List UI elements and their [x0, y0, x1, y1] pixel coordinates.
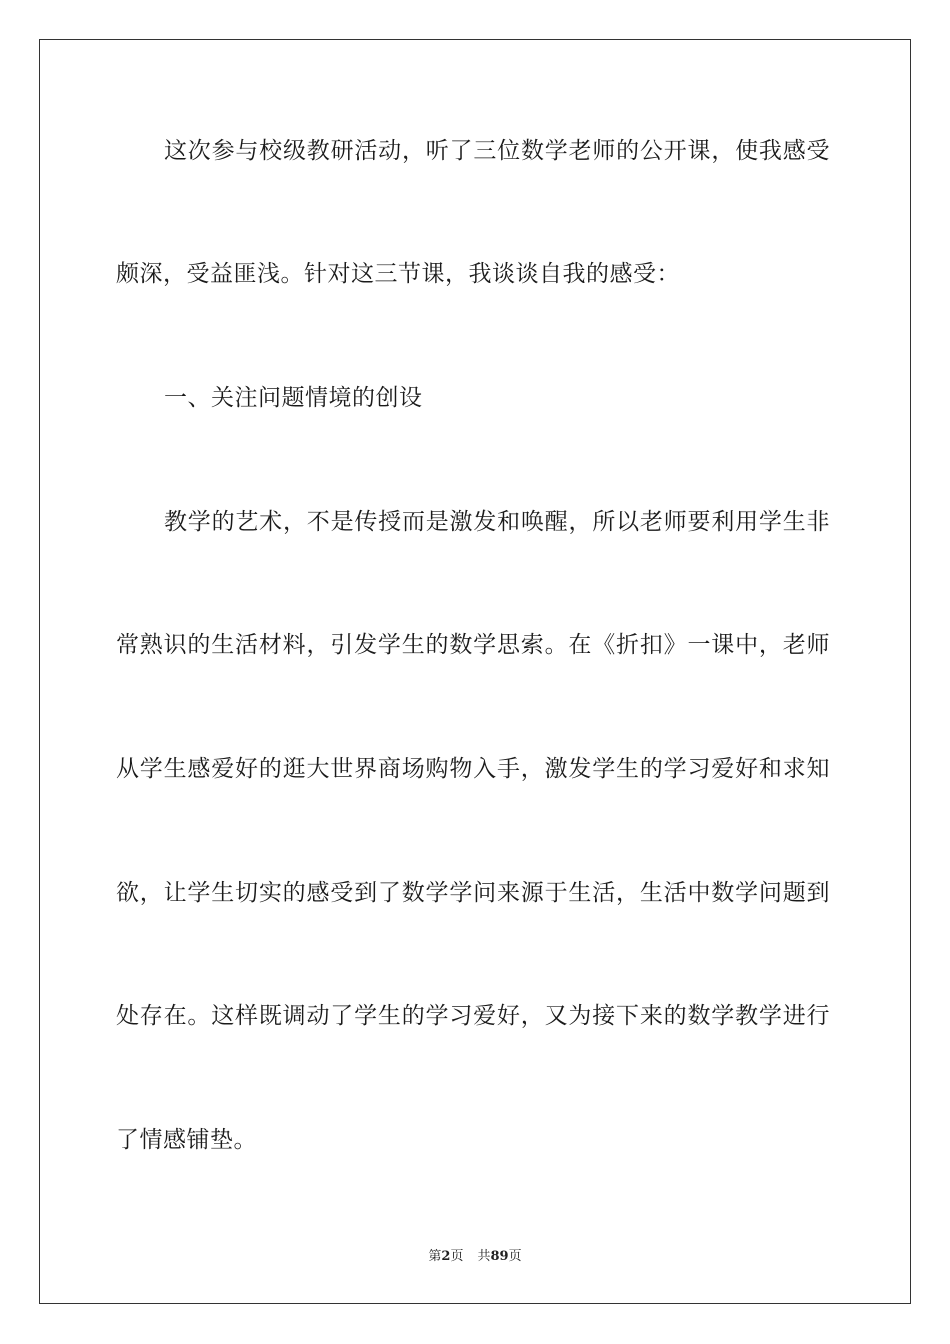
body-line-5: 从学生感爱好的逛大世界商场购物入手，激发学生的学习爱好和求知 [116, 756, 830, 782]
total-prefix: 共 [477, 1249, 491, 1264]
body-line-7: 处存在。这样既调动了学生的学习爱好，又为接下来的数学教学进行 [116, 1003, 830, 1029]
body-line-2: 颇深，受益匪浅。针对这三节课，我谈谈自我的感受： [116, 261, 680, 287]
body-line-6: 欲，让学生切实的感受到了数学学问来源于生活，生活中数学问题到 [116, 880, 830, 906]
total-pages: 89 [490, 1249, 509, 1264]
page-number: 2 [441, 1249, 451, 1264]
page-border [39, 39, 911, 1304]
page-prefix: 第 [428, 1249, 442, 1264]
body-line-8: 了情感铺垫。 [116, 1127, 257, 1153]
total-suffix: 页 [508, 1249, 522, 1264]
body-line-4: 常熟识的生活材料，引发学生的数学思索。在《折扣》一课中，老师 [116, 632, 830, 658]
body-line-1: 这次参与校级教研活动，听了三位数学老师的公开课，使我感受 [164, 138, 830, 164]
body-line-3: 教学的艺术，不是传授而是激发和唤醒，所以老师要利用学生非 [164, 509, 830, 535]
page-suffix: 页 [450, 1249, 464, 1264]
page-footer [0, 1249, 950, 1265]
section-heading: 一、关注问题情境的创设 [164, 385, 423, 411]
